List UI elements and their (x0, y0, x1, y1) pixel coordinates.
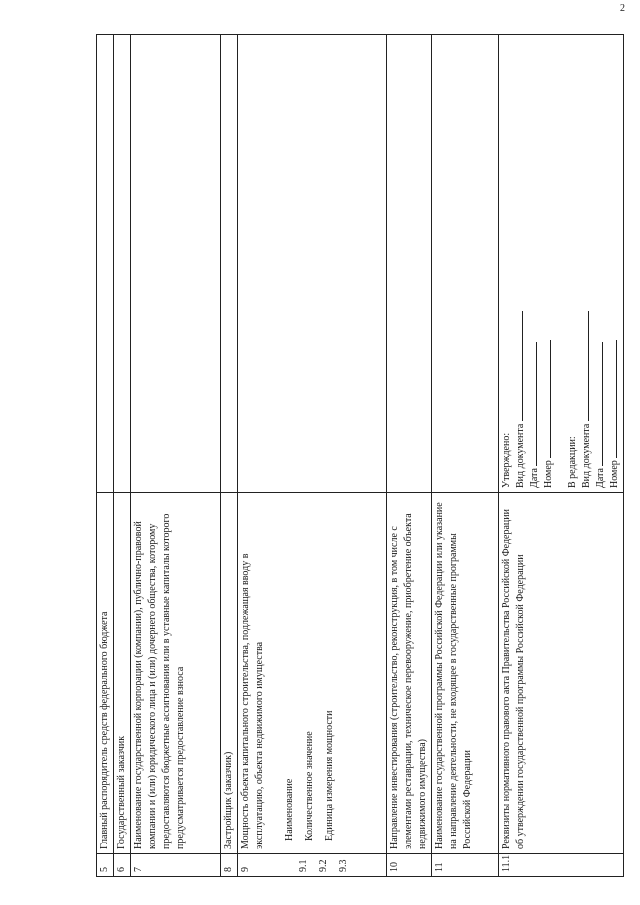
field-label: Номер (609, 460, 620, 488)
row-value-cell (387, 35, 432, 493)
sub-number: 9.2 (318, 859, 329, 872)
field-line (542, 340, 551, 458)
row-value-cell (432, 35, 499, 493)
row-number: 10 (387, 854, 432, 877)
row-number: 6 (114, 854, 131, 877)
row-label: Главный распорядитель средств федерального бюджета (97, 493, 114, 854)
sub-label: Единица измерения мощности (324, 710, 335, 841)
field-label: Вид документа (515, 423, 526, 488)
table-row (499, 35, 624, 877)
row-label: Наименование государственной программы Российской Федерации или указание на направление деятельности, не входящее в государственные программы Российской Федерации (432, 493, 499, 854)
row-number: 5 (97, 854, 114, 877)
table-row (131, 35, 221, 877)
revision-field (608, 39, 622, 488)
field-label: Дата (595, 468, 606, 488)
approval-cell (499, 35, 624, 493)
row-value-cell (114, 35, 131, 493)
table-row (387, 35, 432, 877)
sub-label: Количественное значение (304, 731, 315, 841)
row-label-cell (238, 493, 387, 854)
row-value-cell (131, 35, 221, 493)
approved-title: Утверждено: (501, 432, 512, 488)
sub-number: 9.3 (338, 859, 349, 872)
approved-field (542, 39, 556, 488)
row-number: 11 (432, 854, 499, 877)
row-label: Застройщик (заказчик) (221, 493, 238, 854)
row-value-cell (97, 35, 114, 493)
table-row (221, 35, 238, 877)
row-value-cell (238, 35, 387, 493)
row-number: 8 (221, 854, 238, 877)
field-label: Номер (543, 460, 554, 488)
sub-number: 9.1 (298, 859, 309, 872)
page-number: 2 (620, 3, 625, 14)
field-line (608, 340, 617, 458)
row-label: Государственный заказчик (114, 493, 131, 854)
approved-field (514, 39, 528, 488)
field-line (514, 311, 523, 421)
field-label: Вид документа (581, 423, 592, 488)
document-sheet (96, 34, 620, 877)
approval-block (500, 39, 622, 488)
row-label: Реквизиты нормативного правового акта Правительства Российской Федерации об утверждении государственной программы Российской Федерации (499, 493, 624, 854)
table-row (114, 35, 131, 877)
revision-field (594, 39, 608, 488)
row-label: Наименование государственной корпорации (компании), публично-правовой компании и (или) юридического лица и (или) дочернего общества, которому предоставляются бюджетные ассигнования или в уставные капиталы которого предусматривается предоставление взноса (131, 493, 221, 854)
row-number-text: 9 (240, 867, 251, 872)
revision-field (580, 39, 594, 488)
form-table (96, 34, 624, 877)
table-row (97, 35, 114, 877)
row-number (238, 854, 387, 877)
field-line (594, 342, 603, 466)
row-value-cell (221, 35, 238, 493)
revision-title: В редакции: (567, 436, 578, 488)
table-row (432, 35, 499, 877)
row-number: 11.1 (499, 854, 624, 877)
field-line (580, 311, 589, 421)
approved-field (528, 39, 542, 488)
row-label: Направление инвестирования (строительство, реконструкция, в том числе с элементами реставрации, техническое перевооружение, приобретение объекта недвижимого имущества) (387, 493, 432, 854)
row-label: Мощность объекта капитального строительства, подлежащая вводу в эксплуатацию, объекта недвижимого имущества (240, 553, 265, 849)
sub-label: Наименование (284, 778, 295, 841)
table-row (238, 35, 387, 877)
field-label: Дата (529, 468, 540, 488)
row-number: 7 (131, 854, 221, 877)
field-line (528, 342, 537, 466)
